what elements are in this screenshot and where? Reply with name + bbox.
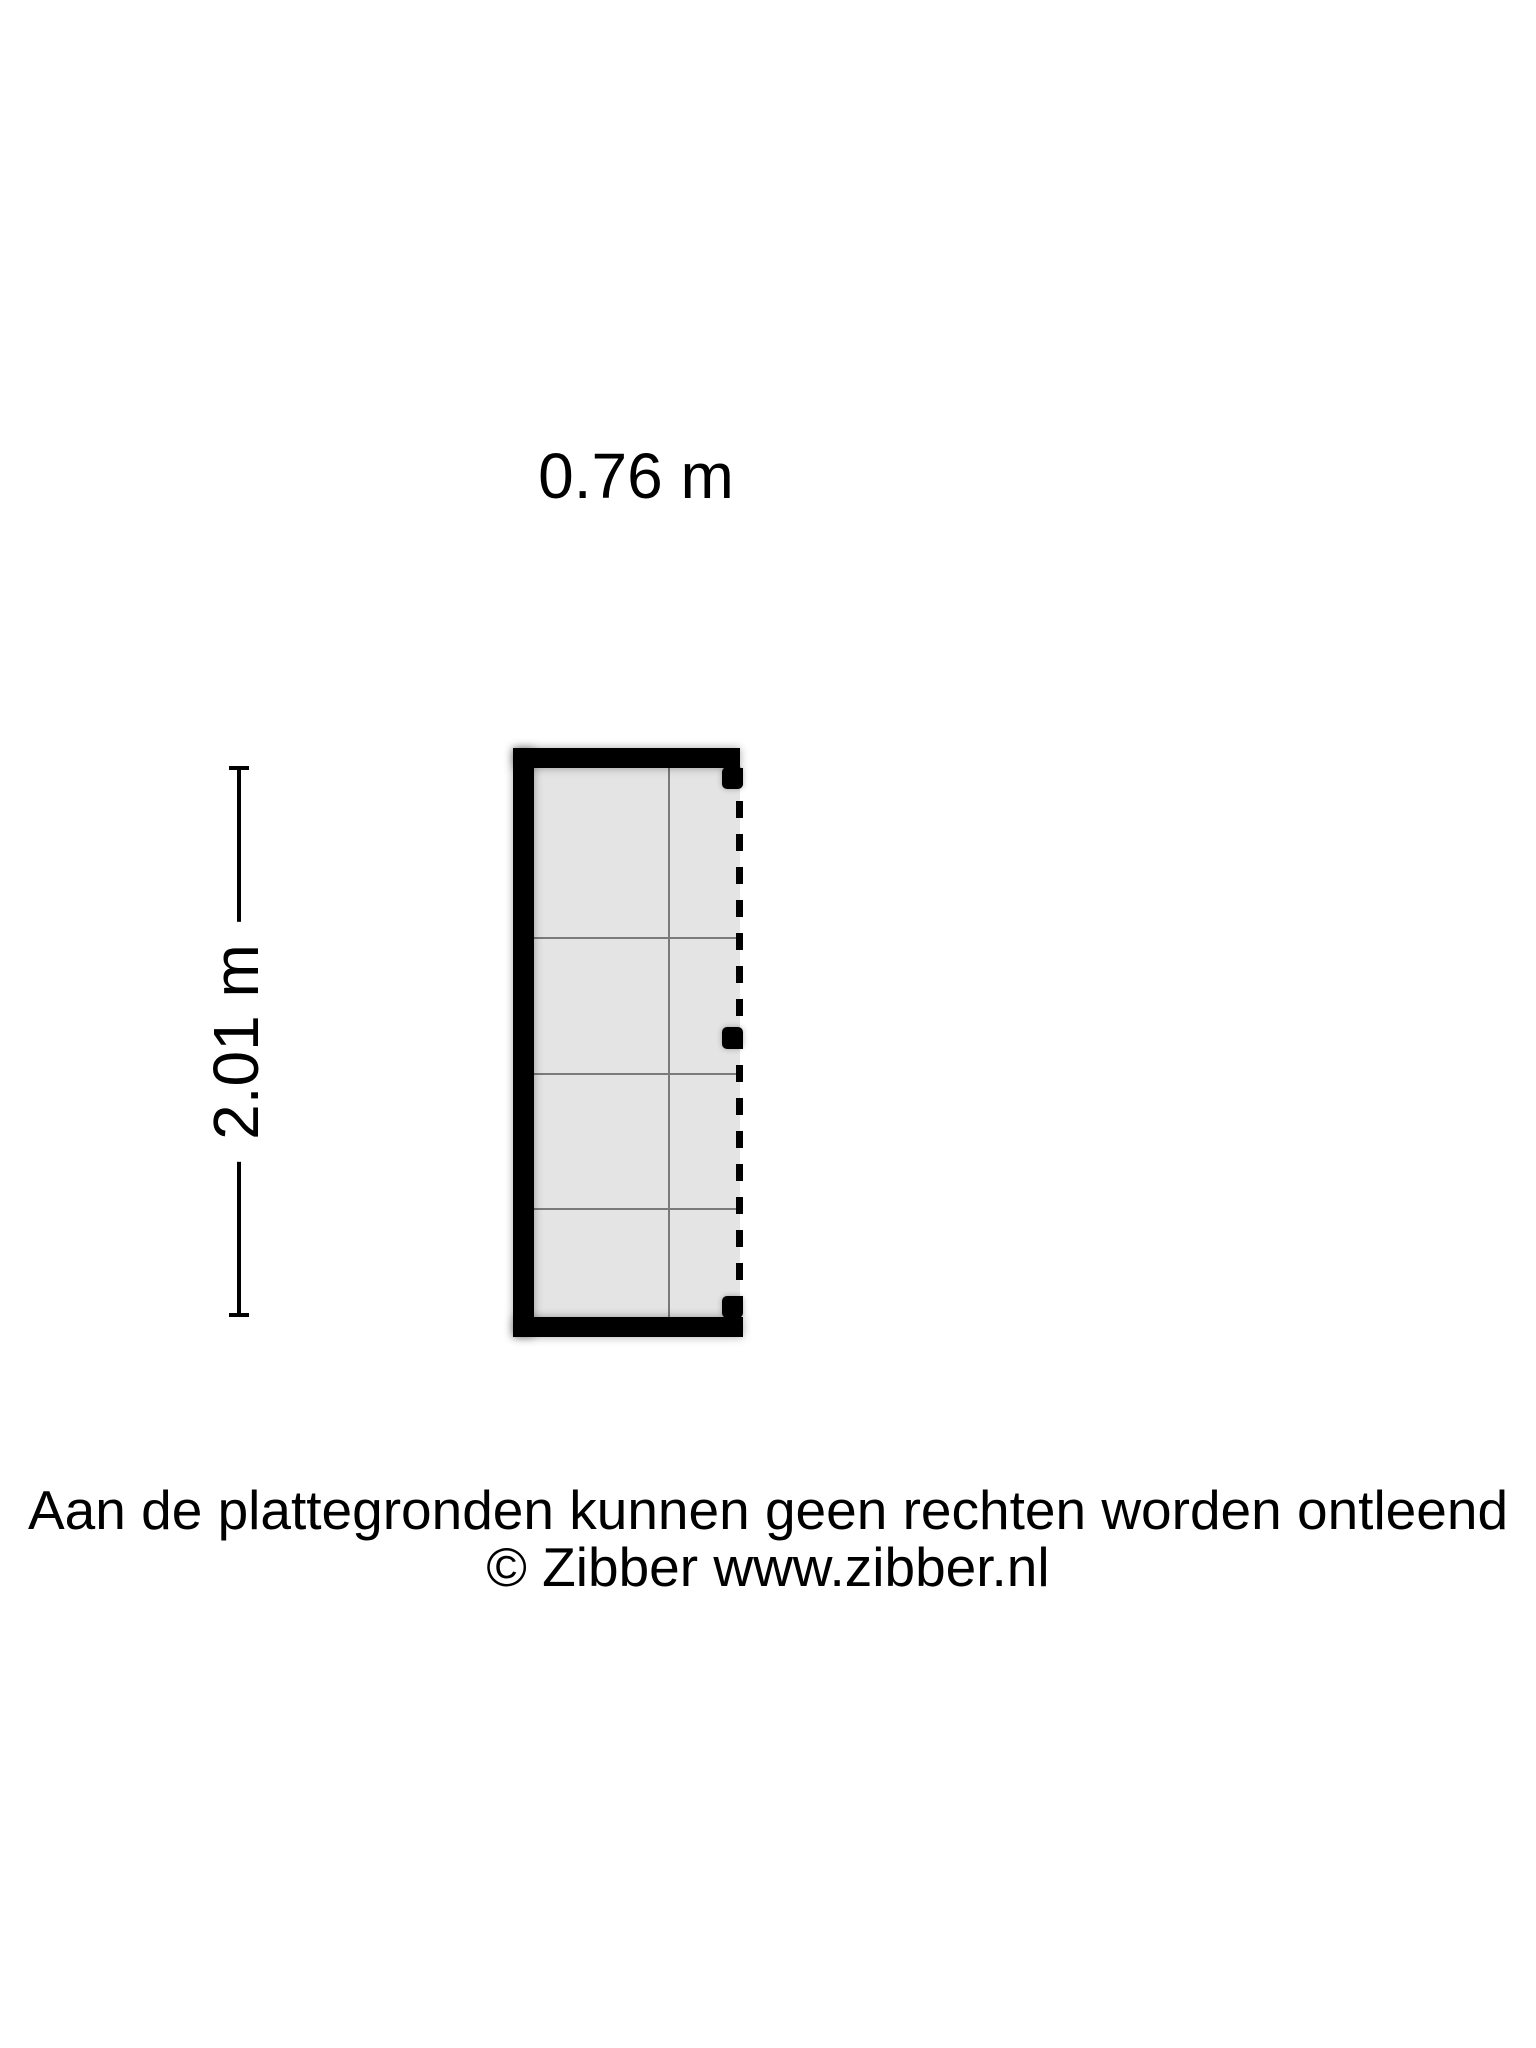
room-plan [513,748,743,1337]
disclaimer-line1: Aan de plattegronden kunnen geen rechten worden ontleend [27,1479,1509,1541]
height-dimension-tick-bottom [229,1313,249,1317]
wall-left [513,748,534,1337]
height-dimension-label: 2.01 m [196,922,276,1162]
height-dimension-tick-top [229,766,249,770]
tile-grid-line-horizontal-2 [534,1073,740,1075]
tile-grid-line-horizontal-3 [534,1208,740,1210]
wall-top [513,748,740,768]
opening-marker-top [722,767,743,789]
tile-grid-line-horizontal-1 [534,937,740,939]
opening-marker-middle [722,1027,743,1049]
width-dimension-label: 0.76 m [538,440,734,512]
tile-grid-line-vertical [668,768,670,1317]
disclaimer [0,1479,1536,1598]
opening-marker-bottom [722,1296,743,1318]
room-floor [534,768,740,1317]
wall-bottom [513,1317,743,1337]
disclaimer-line2: © Zibber www.zibber.nl [486,1536,1050,1598]
